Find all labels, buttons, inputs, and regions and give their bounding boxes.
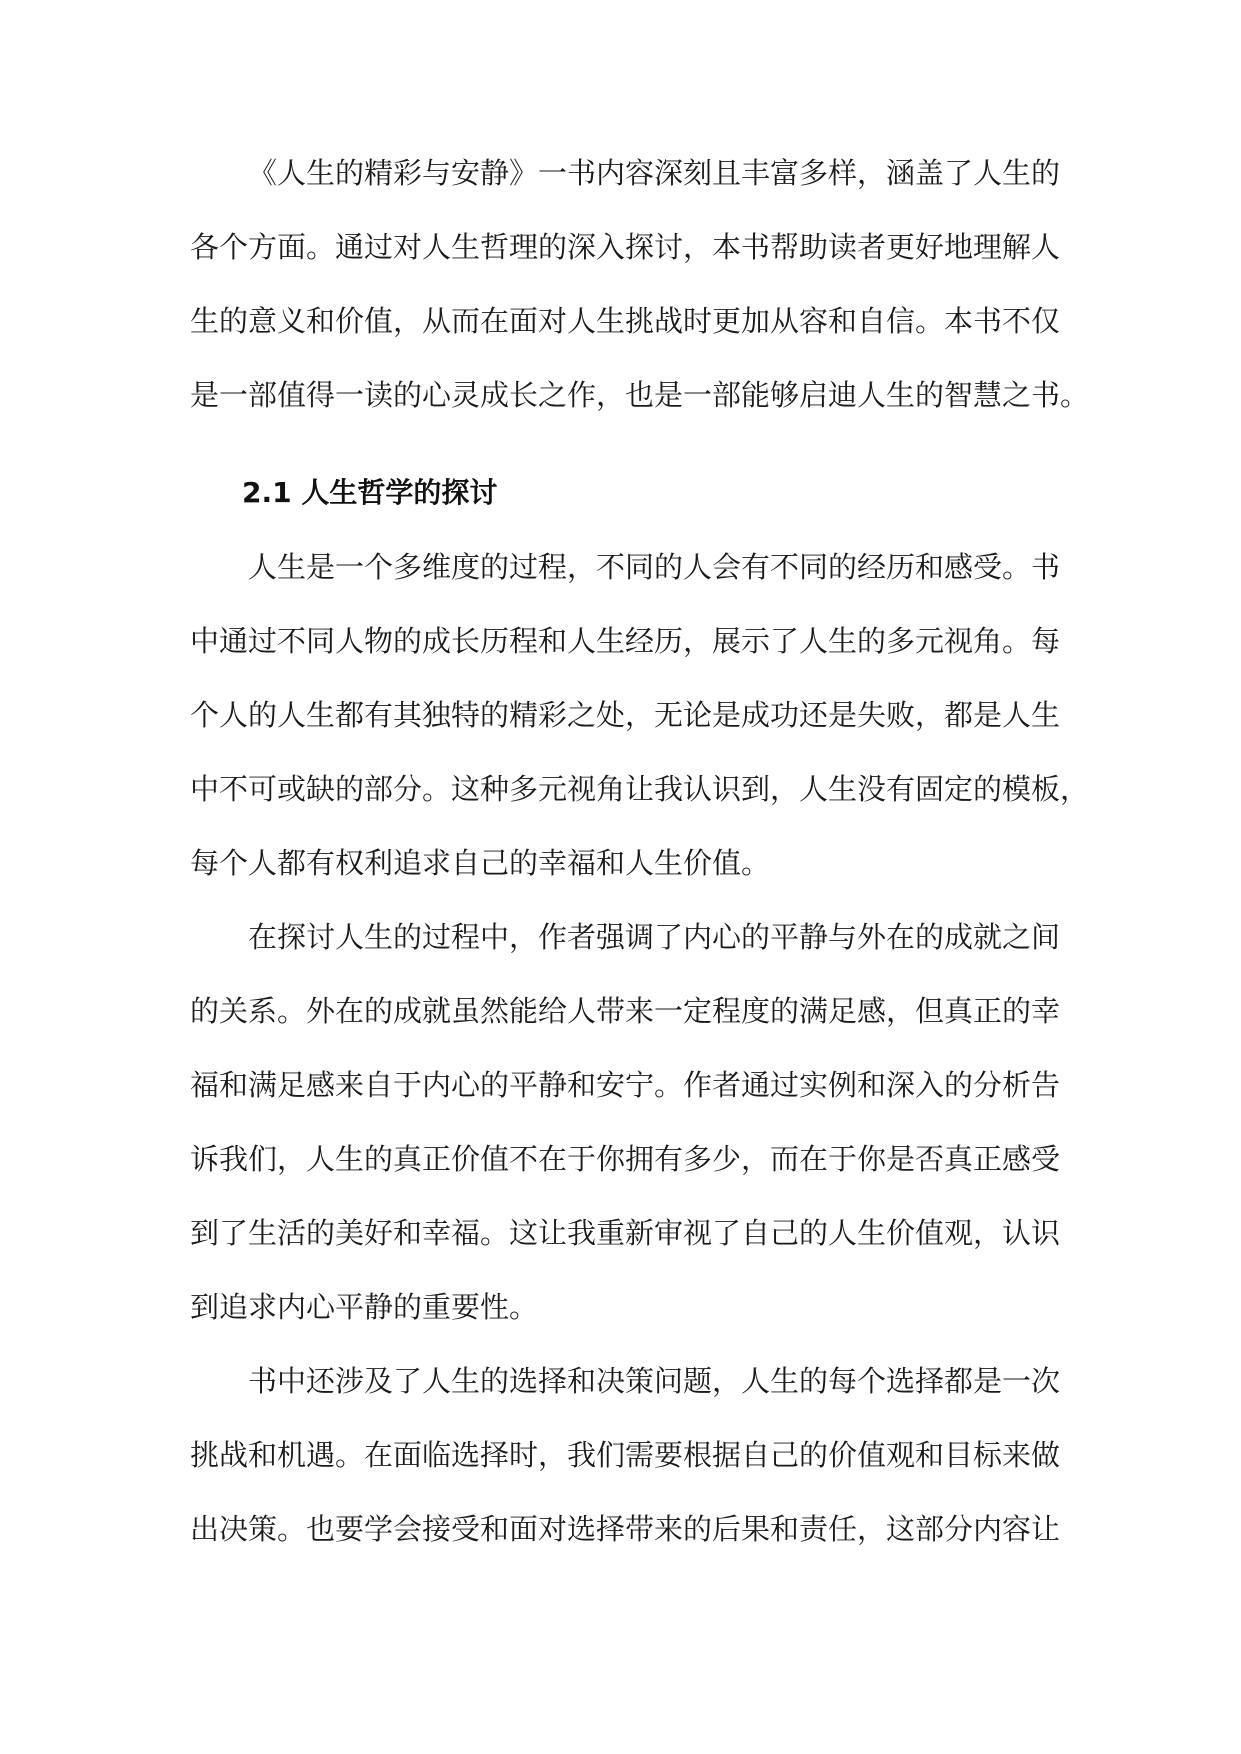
paragraph-line: 人生是一个多维度的过程，不同的人会有不同的经历和感受。书: [248, 550, 1061, 584]
paragraph-line: 诉我们，人生的真正价值不在于你拥有多少，而在于你是否真正感受: [190, 1142, 1061, 1176]
paragraph-line: 福和满足感来自于内心的平静和安宁。作者通过实例和深入的分析告: [190, 1068, 1061, 1102]
paragraph-line: 个人的人生都有其独特的精彩之处，无论是成功还是失败，都是人生: [190, 698, 1061, 732]
paragraph-line: 挑战和机遇。在面临选择时，我们需要根据自己的价值观和目标来做: [190, 1438, 1061, 1472]
section-paragraph-3: [190, 1344, 1061, 1566]
section-heading: 2.1 人生哲学的探讨: [242, 476, 498, 509]
paragraph-line: 每个人都有权利追求自己的幸福和人生价值。: [190, 846, 771, 880]
paragraph-line: 出决策。也要学会接受和面对选择带来的后果和责任，这部分内容让: [190, 1512, 1061, 1546]
paragraph-line: 中通过不同人物的成长历程和人生经历，展示了人生的多元视角。每: [190, 624, 1061, 658]
intro-paragraph: [190, 136, 1090, 432]
paragraph-line: 到了生活的美好和幸福。这让我重新审视了自己的人生价值观，认识: [190, 1216, 1061, 1250]
section-paragraph-2: [190, 900, 1061, 1344]
paragraph-line: 的关系。外在的成就虽然能给人带来一定程度的满足感，但真正的幸: [190, 994, 1061, 1028]
paragraph-line: 各个方面。通过对人生哲理的深入探讨，本书帮助读者更好地理解人: [190, 230, 1061, 264]
paragraph-line: 中不可或缺的部分。这种多元视角让我认识到，人生没有固定的模板，: [190, 772, 1090, 806]
paragraph-line: 在探讨人生的过程中，作者强调了内心的平静与外在的成就之间: [248, 920, 1061, 954]
paragraph-line: 书中还涉及了人生的选择和决策问题，人生的每个选择都是一次: [248, 1364, 1061, 1398]
paragraph-line: 到追求内心平静的重要性。: [190, 1290, 539, 1324]
paragraph-line: 生的意义和价值，从而在面对人生挑战时更加从容和自信。本书不仅: [190, 304, 1061, 338]
section-paragraph-1: [190, 530, 1090, 900]
body-text: [190, 136, 1090, 1566]
paragraph-line: 是一部值得一读的心灵成长之作，也是一部能够启迪人生的智慧之书。: [190, 378, 1090, 412]
paragraph-line: 《人生的精彩与安静》一书内容深刻且丰富多样，涵盖了人生的: [248, 156, 1061, 190]
